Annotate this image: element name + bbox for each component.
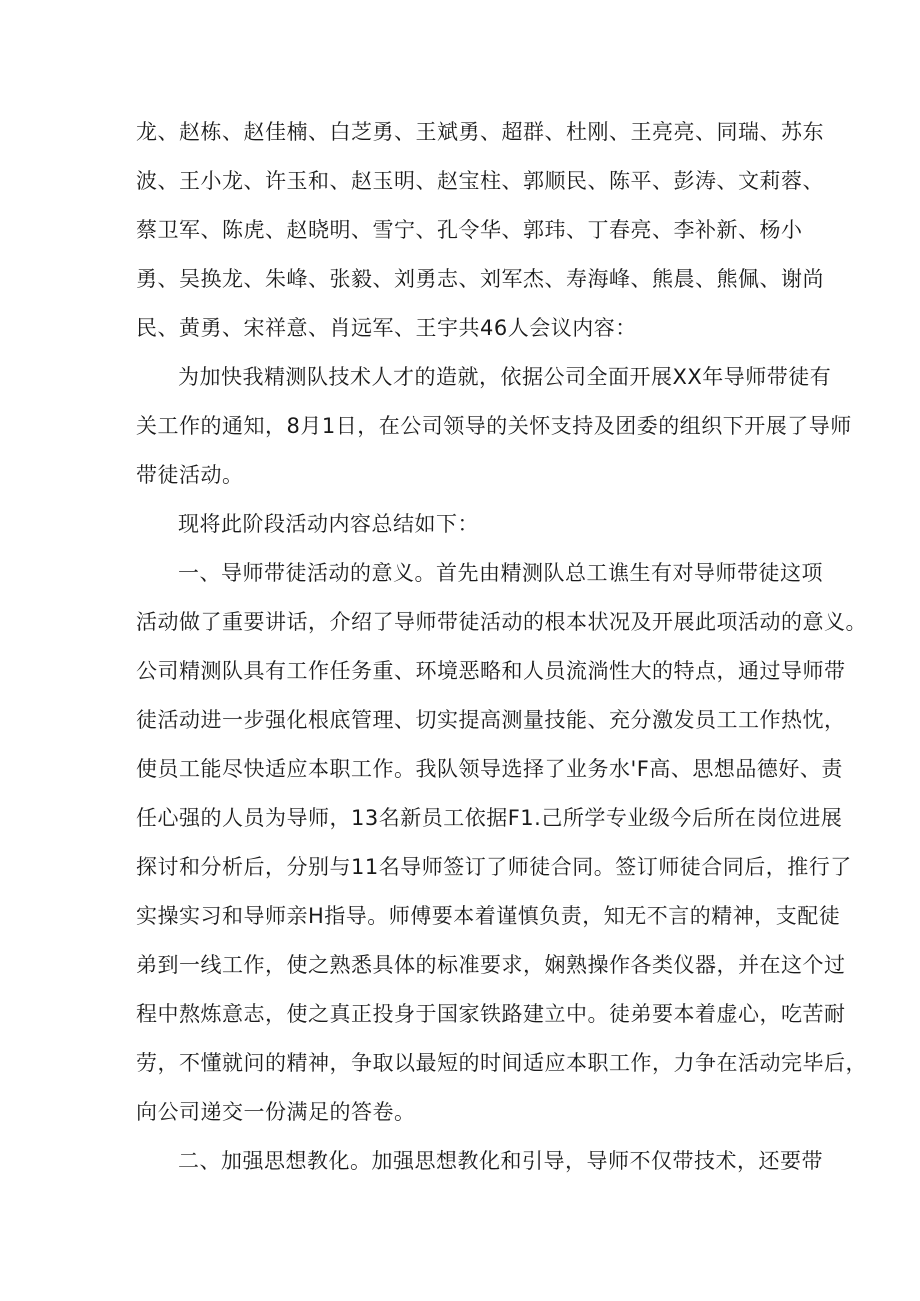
text-line: 徒活动进一步强化根底管理、切实提高测量技能、充分激发员工工作热忱， bbox=[136, 708, 846, 732]
section-heading-line: 一、导师带徒活动的意义。首先由精测队总工谯生有对导师带徒这项 bbox=[178, 561, 823, 585]
text-line: 使员工能尽快适应本职工作。我队领导选择了业务水'F高、思想品德好、责 bbox=[136, 757, 843, 781]
text-line: 程中熬炼意志，使之真正投身于国家铁路建立中。徒弟要本着虚心，吃苦耐 bbox=[136, 1002, 846, 1026]
text-line: 向公司递交一份满足的答卷。 bbox=[136, 1100, 416, 1124]
text-line: 劳，不懂就问的精神，争取以最短的时间适应本职工作，力争在活动完毕后， bbox=[136, 1051, 867, 1075]
text-line: 活动做了重要讲话，介绍了导师带徒活动的根本状况及开展此项活动的意义。 bbox=[136, 610, 867, 634]
text-line: 公司精测队具有工作任务重、环境恶略和人员流淌性大的特点，通过导师带 bbox=[136, 659, 846, 683]
text-line: 蔡卫军、陈虎、赵晓明、雪宁、孔令华、郭玮、丁春亮、李补新、杨小 bbox=[136, 218, 803, 242]
text-line: 关工作的通知，8月1日，在公司领导的关怀支持及团委的组织下开展了导师 bbox=[136, 414, 852, 438]
text-line: 任心强的人员为导师，13名新员工依据F1.己所学专业级今后所在岗位进展 bbox=[136, 806, 843, 830]
paragraph-line: 为加快我精测队技术人才的造就，依据公司全面开展XX年导师带徒有 bbox=[178, 365, 832, 389]
text-line: 实操实习和导师亲H指导。师傅要本着谨慎负责，知无不言的精神，支配徒 bbox=[136, 904, 841, 928]
text-line: 弟到一线工作，使之熟悉具体的标准要求，娴熟操作各类仪器，并在这个过 bbox=[136, 953, 846, 977]
text-line: 龙、赵栋、赵佳楠、白芝勇、王斌勇、超群、杜刚、王亮亮、同瑞、苏东 bbox=[136, 120, 824, 144]
text-line: 带徒活动。 bbox=[136, 463, 244, 487]
text-line: 探讨和分析后，分别与11名导师签订了师徒合同。签订师徒合同后，推行了 bbox=[136, 855, 852, 879]
text-line: 勇、吴换龙、朱峰、张毅、刘勇志、刘军杰、寿海峰、熊晨、熊佩、谢尚 bbox=[136, 267, 824, 291]
section-heading-line: 二、加强思想教化。加强思想教化和引导，导师不仅带技术，还要带 bbox=[178, 1149, 823, 1173]
text-line: 波、王小龙、许玉和、赵玉明、赵宝柱、郭顺民、陈平、彭涛、文莉蓉、 bbox=[136, 169, 824, 193]
paragraph-line: 现将此阶段活动内容总结如下： bbox=[178, 512, 479, 536]
text-line: 民、黄勇、宋祥意、肖远军、王宇共46人会议内容： bbox=[136, 316, 637, 340]
